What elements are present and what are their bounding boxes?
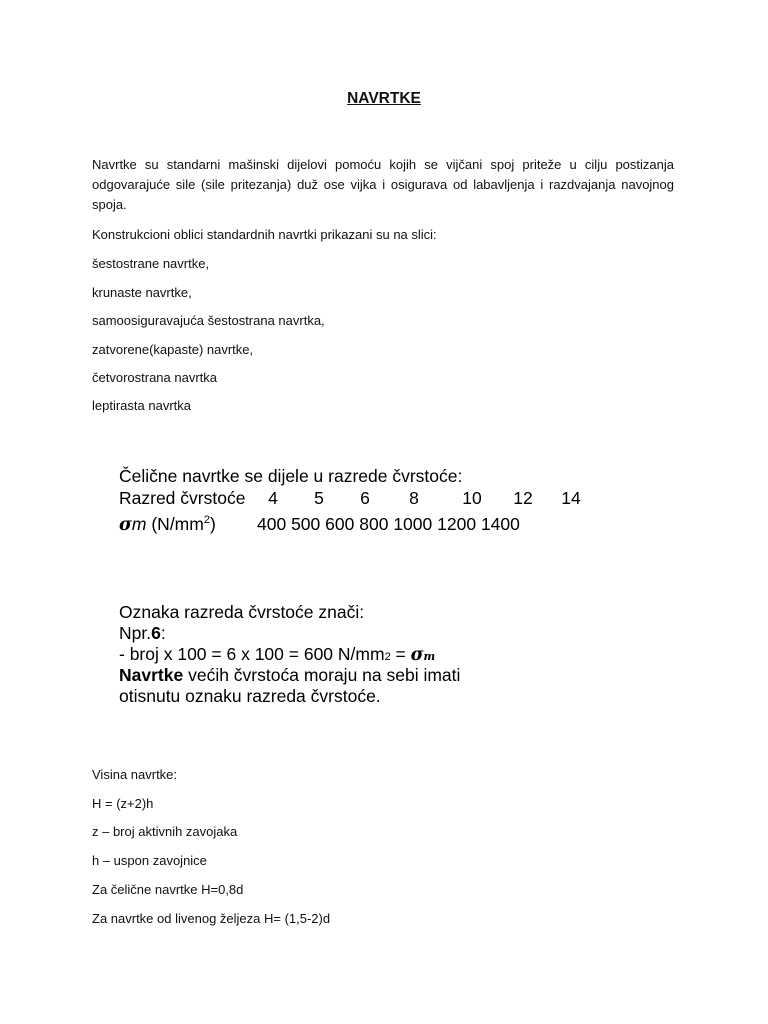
example-colon: : xyxy=(160,623,166,643)
page-title: NAVRTKE xyxy=(347,90,421,107)
strength-value: 1000 xyxy=(393,513,433,534)
formula-line xyxy=(119,644,460,665)
formula-item: H = (z+2)h xyxy=(92,796,154,811)
class-value: 12 xyxy=(513,488,533,508)
strength-value: 600 xyxy=(325,513,355,534)
sigma-symbol: σ xyxy=(410,645,424,665)
formula-item: h – uspon zavojnice xyxy=(92,853,207,868)
strength-value: 1200 xyxy=(437,513,477,534)
sigma-symbol: σ xyxy=(119,514,132,535)
list-item: samoosiguravajuća šestostrana navrtka, xyxy=(92,313,325,328)
strength-class-figure xyxy=(119,465,595,535)
class-row-label: Razred čvrstoće xyxy=(119,488,246,508)
unit-pre: (N/mm xyxy=(151,513,204,534)
formula-exponent: 2 xyxy=(384,651,391,663)
list-item: četvorostrana navrtka xyxy=(92,370,218,385)
figure-heading: Čelične navrtke se dijele u razrede čvrstoće: xyxy=(119,466,463,486)
note-bold-word: Navrtke xyxy=(119,665,184,685)
figure-heading: Oznaka razreda čvrstoće znači: xyxy=(119,602,365,622)
strength-value: 800 xyxy=(359,513,389,534)
example-line xyxy=(119,623,460,644)
intro-paragraph: Navrtke su standarni mašinski dijelovi pomoću kojih se vijčani spoj priteže u cilju postizanja odgovarajuće sile (sile pritezanja) duž ose vijka i osigurava od labavljenja i razdvajanja navojnog spoja. xyxy=(92,157,674,212)
strength-value: 1400 xyxy=(480,513,520,534)
example-prefix: Npr. xyxy=(119,623,152,643)
class-value: 10 xyxy=(462,488,482,508)
formula-item: Za čelične navrtke H=0,8d xyxy=(92,882,244,897)
class-value: 6 xyxy=(360,488,370,508)
list-item: šestostrane navrtke, xyxy=(92,256,210,271)
strength-value: 400 xyxy=(257,513,287,534)
formula-text: - broj x 100 = 6 x 100 = 600 N/mm xyxy=(119,644,385,664)
oblici-heading: Konstrukcioni oblici standardnih navrtki prikazani su na slici: xyxy=(92,227,437,242)
class-row xyxy=(119,487,595,509)
strength-row xyxy=(119,509,595,535)
note-line xyxy=(119,665,460,686)
formula-equals: = xyxy=(390,644,411,664)
class-value: 8 xyxy=(409,488,419,508)
class-value: 5 xyxy=(314,488,324,508)
formula-item: z – broj aktivnih zavojaka xyxy=(92,824,238,839)
example-number: 6 xyxy=(151,623,161,643)
strength-value: 500 xyxy=(291,513,321,534)
formula-item: Za navrtke od livenog željeza H= (1,5-2)d xyxy=(92,911,331,926)
list-item: leptirasta navrtka xyxy=(92,398,191,413)
sigma-subscript: m xyxy=(423,650,436,663)
class-value: 4 xyxy=(268,488,278,508)
class-meaning-figure xyxy=(119,602,460,707)
visina-heading: Visina navrtke: xyxy=(92,767,178,782)
list-item: zatvorene(kapaste) navrtke, xyxy=(92,342,254,357)
unit-post: ) xyxy=(209,513,216,534)
unit-exponent: 2 xyxy=(203,514,210,526)
class-value: 14 xyxy=(561,488,581,508)
list-item: krunaste navrtke, xyxy=(92,285,192,300)
note-line-2: otisnutu oznaku razreda čvrstoće. xyxy=(119,686,381,706)
note-text: većih čvrstoća moraju na sebi imati xyxy=(183,665,461,685)
sigma-subscript: m xyxy=(131,513,147,534)
strength-row-label xyxy=(119,509,255,536)
